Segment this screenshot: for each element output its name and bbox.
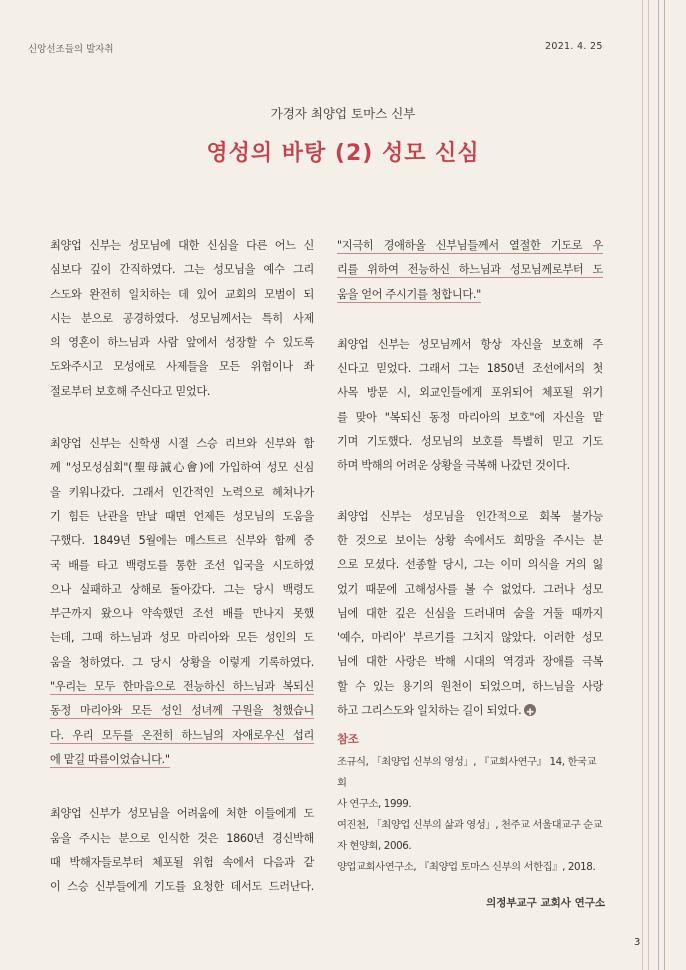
text-line: 를 맞아 "복되신 동정 마리아의 보호"에 자신을 맡 [337, 410, 603, 424]
author-organization: 의정부교구 교회사 연구소 [486, 897, 605, 909]
text-line: 할 수 있는 용기의 원천이 되었으며, 하느님을 사랑 [337, 679, 603, 693]
issue-date: 2021. 4. 25 [545, 41, 603, 52]
text-line: 최양업 신부는 성모님을 인간적으로 회복 불가능 [337, 509, 603, 523]
reference-line: 자 현양회, 2006. [337, 839, 412, 852]
quote-line: "지극히 경애하올 신부님들께서 열절한 기도로 우 [337, 239, 603, 252]
text-line: 절로부터 보호해 주신다고 믿었다. [50, 384, 211, 398]
text-line: 때 박해자들로부터 체포될 위험 속에서 다음과 같 [50, 855, 314, 869]
text-line: 의 영혼이 하느님과 사람 앞에서 성장할 수 있도록 [50, 336, 314, 350]
paragraph-5 [337, 505, 603, 724]
text-line: 심보다 깊이 간직하였다. 그는 성모님을 예수 그리 [50, 263, 314, 277]
references-list [337, 752, 603, 878]
paragraph-4 [337, 333, 603, 479]
text-line: 국 배를 타고 백령도를 통한 조선 입국을 시도하였 [50, 558, 314, 572]
text-line: 도와주시고 모성애로 사제들을 모든 위험이나 좌 [50, 360, 314, 374]
quote-block-left [50, 675, 314, 772]
text-line: 최양업 신부가 성모님을 어려움에 처한 이들에게 도 [50, 807, 314, 821]
reference-line: 양업교회사연구소, 『최양업 토마스 신부의 서한집』, 2018. [337, 860, 596, 873]
quote-line: 다. 우리 모두를 온전히 하느님의 자애로우신 섭리 [50, 728, 314, 742]
section-header: 신앙선조들의 발자취 [28, 44, 114, 55]
left-column [50, 234, 314, 899]
text-line: 최양업 신부는 성모님에 대한 신심을 다른 어느 신 [50, 239, 314, 252]
paragraph-2 [50, 432, 314, 675]
reference-line: 조규식, 「최양업 신부의 영성」, 『교회사연구』 14, 한국교회 [337, 755, 597, 789]
paragraph-3 [50, 802, 314, 899]
right-column [337, 234, 603, 878]
article-title: 영성의 바탕 (2) 성모 신심 [206, 141, 480, 166]
text-line: 한 것으로 보이는 상황 속에서도 희망을 주시는 분 [337, 533, 603, 547]
text-line: 께 "성모성심회"(聖母誠心會)에 가입하여 성모 신심 [50, 461, 314, 475]
text-line: 을 키워나갔다. 그래서 인간적인 노력으로 헤쳐나가 [50, 485, 314, 499]
article-subtitle: 가경자 최양업 토마스 신부 [270, 106, 416, 121]
text-line: 었기 때문에 고해성사를 볼 수 없었다. 그러나 성모 [337, 582, 603, 596]
closing-line: 하고 그리스도와 일치하는 길이 되었다. [337, 704, 522, 718]
text-line: 기 힘든 난관을 만날 때면 언제든 성모님의 도움을 [50, 509, 314, 523]
text-line: '예수, 마리아' 부르기를 그치지 않았다. 이러한 성모 [337, 631, 603, 645]
text-line: 기며 기도했다. 성모님의 보호를 특별히 믿고 기도 [337, 435, 603, 449]
text-line: 구했다. 1849년 5월에는 메스트르 신부와 함께 중 [50, 534, 314, 548]
paragraph-1 [50, 234, 314, 404]
quote-line: "우리는 모두 한마음으로 전능하신 하느님과 복되신 [50, 680, 314, 694]
quote-line: 움을 얻어 주시기를 청합니다." [337, 287, 481, 301]
reference-line: 사 연구소, 1999. [337, 797, 412, 810]
quote-line: 리를 위하여 전능하신 하느님과 성모님께로부터 도 [337, 263, 603, 277]
text-line [337, 699, 603, 723]
text-line: 최양업 신부는 신학생 시절 스승 리브와 신부와 함 [50, 437, 314, 451]
text-line: 이 스승 신부들에게 기도를 요청한 데서도 드러난다. [50, 880, 314, 894]
text-line: 사목 방문 시, 외교인들에게 포위되어 체포될 위기 [337, 386, 603, 400]
cross-seal-icon [524, 704, 536, 716]
quote-line: 에 맡길 따름이었습니다." [50, 752, 170, 766]
text-line: 최양업 신부는 성모님께서 항상 자신을 보호해 주 [337, 337, 603, 351]
quote-line: 동정 마리아와 모든 성인 성녀께 구원을 청했습니 [50, 704, 314, 718]
reference-line: 여진천, 「최양업 신부의 삶과 영성」, 천주교 서울대교구 순교 [337, 818, 603, 831]
quote-block-right [337, 234, 603, 307]
text-line: 움을 주시는 분으로 인식한 것은 1860년 경신박해 [50, 831, 314, 845]
text-line: 하며 박해의 어려운 상황을 극복해 나갔던 것이다. [337, 459, 570, 473]
text-line: 시는 분으로 공경하였다. 성모님께서는 특히 사제 [50, 311, 314, 325]
text-line: 님에 대한 사랑은 박해 시대의 역경과 장애를 극복 [337, 655, 603, 669]
text-line: 으나 실패하고 상해로 돌아갔다. 그는 당시 백령도 [50, 582, 314, 596]
text-line: 움을 청하였다. 그 당시 상황을 이렇게 기록하였다. [50, 655, 314, 669]
text-line: 스도와 완전히 일치하는 데 있어 교회의 모범이 되 [50, 287, 314, 301]
text-line: 신다고 믿었다. 그래서 그는 1850년 조선에서의 첫 [337, 362, 603, 376]
text-line: 으로 모셨다. 선종할 당시, 그는 이미 의식을 거의 잃 [337, 558, 603, 572]
text-line: 부근까지 왔으나 약속했던 조선 배를 만나지 못했 [50, 607, 314, 621]
text-line: 님에 대한 깊은 신심을 드러내며 숨을 거둘 때까지 [337, 606, 603, 620]
references-title: 참조 [337, 732, 359, 747]
page-number: 3 [634, 937, 641, 948]
text-line: 는데, 그때 하느님과 성모 마리아와 모든 성인의 도 [50, 631, 314, 645]
